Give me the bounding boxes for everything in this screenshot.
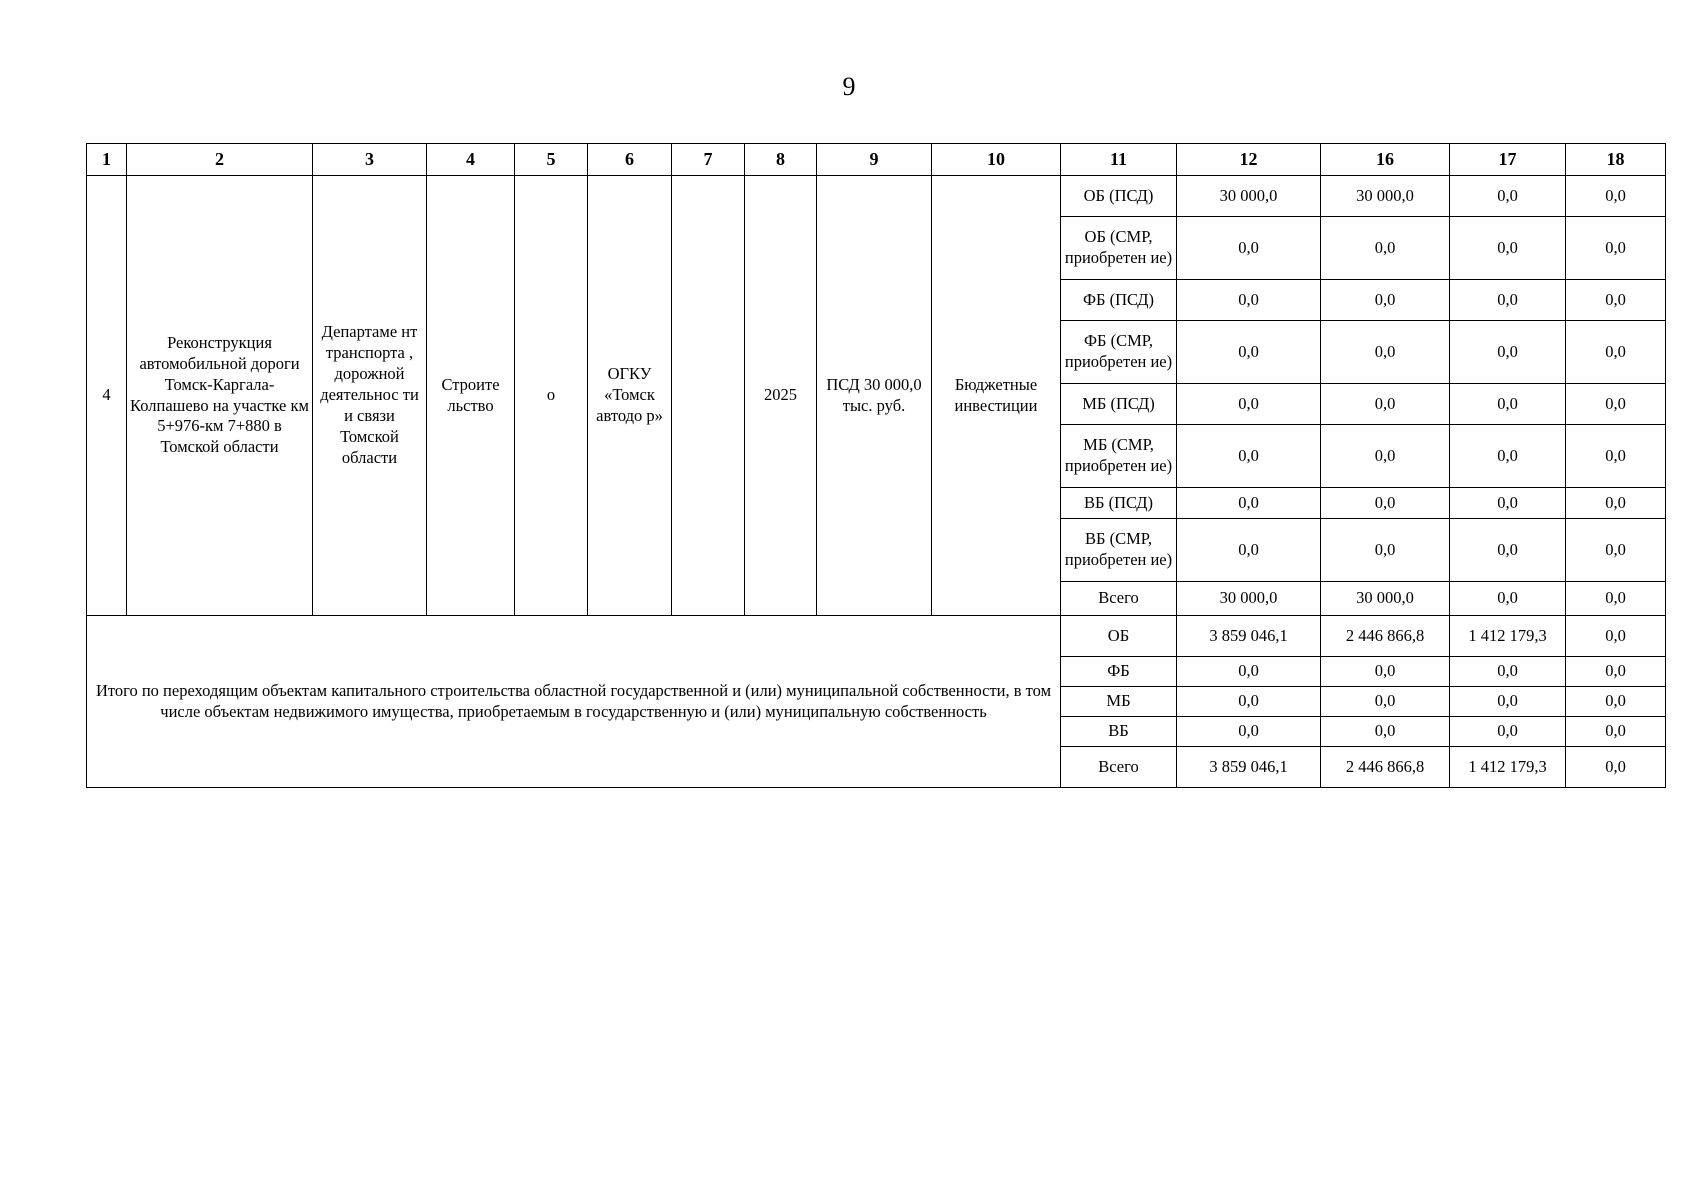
value-cell: 0,0: [1177, 717, 1321, 747]
fund-source-cell: Всего: [1061, 747, 1177, 788]
header-cell: 10: [932, 144, 1061, 176]
fund-source-cell: ФБ (СМР, приобретен ие): [1061, 321, 1177, 384]
value-cell: 0,0: [1450, 717, 1566, 747]
value-cell: 0,0: [1566, 657, 1666, 687]
summary-label: Итого по переходящим объектам капитального строительства областной государственной и (или) муниципальной собственности, в том числе объектам недвижимого имущества, приобретаемым в государственную и (или) муниципальную собственность: [87, 616, 1061, 788]
header-cell: 4: [427, 144, 515, 176]
header-cell: 7: [672, 144, 745, 176]
value-cell: 0,0: [1566, 384, 1666, 425]
object-psd-cost: ПСД 30 000,0 тыс. руб.: [817, 176, 932, 616]
header-cell: 12: [1177, 144, 1321, 176]
value-cell: 0,0: [1566, 582, 1666, 616]
value-cell: 0,0: [1321, 657, 1450, 687]
header-row: [87, 144, 1666, 176]
fund-source-cell: ФБ: [1061, 657, 1177, 687]
value-cell: 0,0: [1321, 280, 1450, 321]
value-cell: 0,0: [1566, 488, 1666, 519]
value-cell: 30 000,0: [1321, 176, 1450, 217]
value-cell: 0,0: [1177, 217, 1321, 280]
fund-source-cell: ФБ (ПСД): [1061, 280, 1177, 321]
header-cell: 5: [515, 144, 588, 176]
header-cell: 11: [1061, 144, 1177, 176]
value-cell: 0,0: [1450, 657, 1566, 687]
value-cell: 0,0: [1321, 519, 1450, 582]
value-cell: 0,0: [1566, 217, 1666, 280]
value-cell: 0,0: [1321, 425, 1450, 488]
value-cell: 0,0: [1450, 519, 1566, 582]
value-cell: 0,0: [1450, 687, 1566, 717]
fund-source-cell: ВБ: [1061, 717, 1177, 747]
object-year: 2025: [745, 176, 817, 616]
value-cell: 0,0: [1321, 217, 1450, 280]
value-cell: 0,0: [1566, 687, 1666, 717]
value-cell: 0,0: [1450, 176, 1566, 217]
value-cell: 0,0: [1566, 519, 1666, 582]
header-cell: 2: [127, 144, 313, 176]
summary-row: [87, 616, 1666, 657]
capital-construction-table: [86, 143, 1666, 788]
value-cell: 0,0: [1321, 384, 1450, 425]
value-cell: 3 859 046,1: [1177, 747, 1321, 788]
value-cell: 30 000,0: [1177, 176, 1321, 217]
fund-source-cell: ОБ (СМР, приобретен ие): [1061, 217, 1177, 280]
value-cell: 0,0: [1450, 425, 1566, 488]
fund-source-cell: МБ (СМР, приобретен ие): [1061, 425, 1177, 488]
fund-source-cell: ВБ (СМР, приобретен ие): [1061, 519, 1177, 582]
value-cell: 0,0: [1566, 616, 1666, 657]
value-cell: 30 000,0: [1177, 582, 1321, 616]
value-cell: 0,0: [1450, 384, 1566, 425]
value-cell: 0,0: [1177, 488, 1321, 519]
header-cell: 3: [313, 144, 427, 176]
object-number: 4: [87, 176, 127, 616]
fund-source-cell: ВБ (ПСД): [1061, 488, 1177, 519]
value-cell: 0,0: [1450, 280, 1566, 321]
value-cell: 0,0: [1177, 425, 1321, 488]
table-row: [87, 176, 1666, 217]
value-cell: 2 446 866,8: [1321, 747, 1450, 788]
value-cell: 0,0: [1321, 687, 1450, 717]
value-cell: 0,0: [1177, 384, 1321, 425]
value-cell: 0,0: [1321, 321, 1450, 384]
header-cell: 9: [817, 144, 932, 176]
fund-source-cell: ОБ: [1061, 616, 1177, 657]
value-cell: 0,0: [1450, 321, 1566, 384]
object-name: Реконструкция автомобильной дороги Томск-Каргала-Колпашево на участке км 5+976-км 7+880 в Томской области: [127, 176, 313, 616]
fund-source-cell: МБ: [1061, 687, 1177, 717]
header-cell: 6: [588, 144, 672, 176]
value-cell: 0,0: [1450, 217, 1566, 280]
object-form: Бюджетные инвестиции: [932, 176, 1061, 616]
page-number: 9: [842, 72, 856, 101]
header-cell: 8: [745, 144, 817, 176]
object-department: Департаме нт транспорта , дорожной деятельнос ти и связи Томской области: [313, 176, 427, 616]
value-cell: 0,0: [1566, 425, 1666, 488]
value-cell: 0,0: [1450, 582, 1566, 616]
value-cell: 30 000,0: [1321, 582, 1450, 616]
value-cell: 0,0: [1177, 687, 1321, 717]
value-cell: 0,0: [1450, 488, 1566, 519]
object-work-type: Строите льство: [427, 176, 515, 616]
object-customer: ОГКУ «Томск автодо р»: [588, 176, 672, 616]
value-cell: 0,0: [1566, 321, 1666, 384]
value-cell: 3 859 046,1: [1177, 616, 1321, 657]
header-cell: 17: [1450, 144, 1566, 176]
fund-source-cell: МБ (ПСД): [1061, 384, 1177, 425]
value-cell: 0,0: [1321, 717, 1450, 747]
value-cell: 0,0: [1321, 488, 1450, 519]
value-cell: 1 412 179,3: [1450, 747, 1566, 788]
value-cell: 0,0: [1177, 657, 1321, 687]
value-cell: 0,0: [1566, 176, 1666, 217]
value-cell: 2 446 866,8: [1321, 616, 1450, 657]
value-cell: 0,0: [1177, 321, 1321, 384]
object-col5: о: [515, 176, 588, 616]
value-cell: 0,0: [1566, 280, 1666, 321]
value-cell: 1 412 179,3: [1450, 616, 1566, 657]
fund-source-cell: Всего: [1061, 582, 1177, 616]
object-col7: [672, 176, 745, 616]
value-cell: 0,0: [1177, 519, 1321, 582]
value-cell: 0,0: [1566, 717, 1666, 747]
header-cell: 16: [1321, 144, 1450, 176]
fund-source-cell: ОБ (ПСД): [1061, 176, 1177, 217]
value-cell: 0,0: [1177, 280, 1321, 321]
value-cell: 0,0: [1566, 747, 1666, 788]
header-cell: 1: [87, 144, 127, 176]
header-cell: 18: [1566, 144, 1666, 176]
